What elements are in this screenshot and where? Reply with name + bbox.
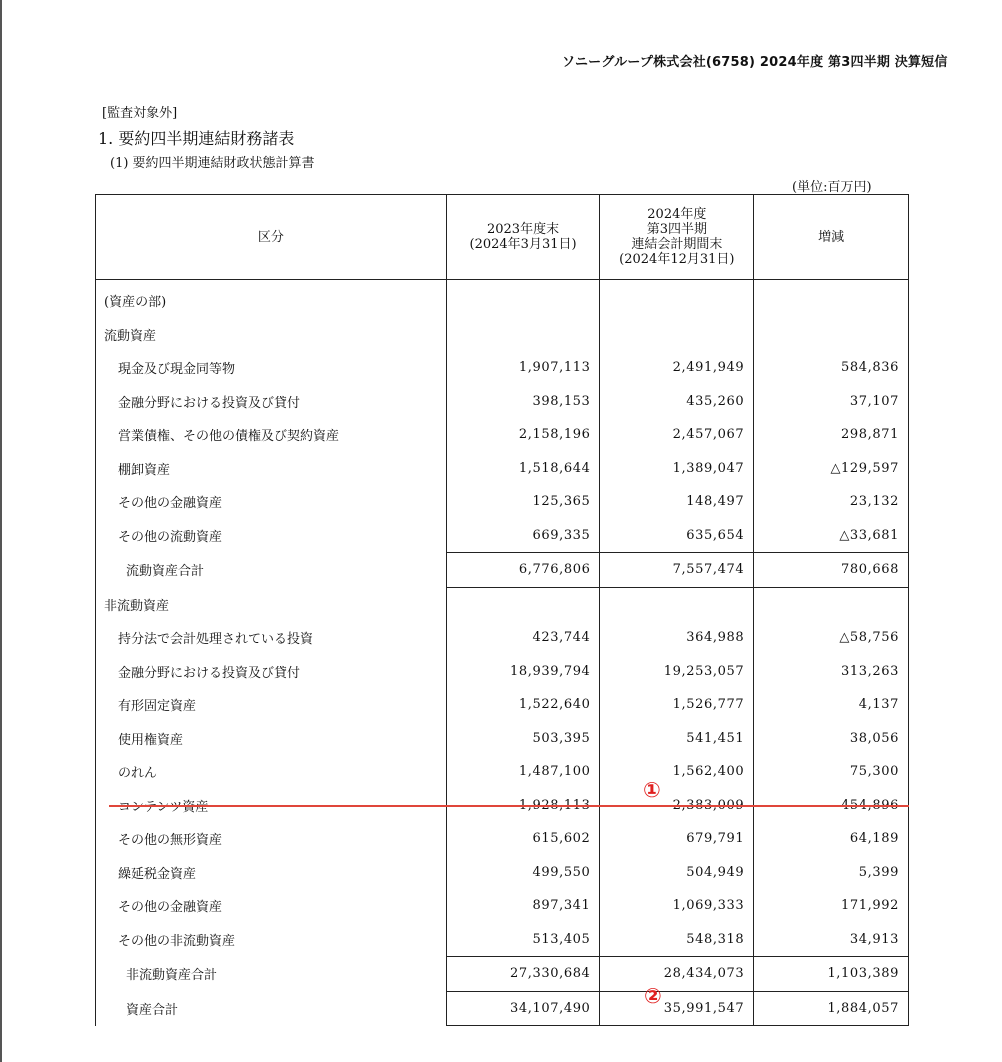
row-label: 非流動資産	[96, 587, 447, 621]
row-value-v1: 125,365	[446, 485, 600, 519]
row-value-v3: 34,913	[754, 923, 909, 957]
table-row	[96, 385, 909, 419]
row-value-v1: 513,405	[446, 923, 600, 957]
header-fy2024-line3: 連結会計期間末	[631, 237, 723, 252]
row-label: その他の金融資産	[96, 889, 447, 923]
row-value-v3: 75,300	[754, 755, 909, 789]
table-row	[96, 280, 909, 318]
row-value-v2: 148,497	[600, 485, 754, 519]
row-value-v1: 423,744	[446, 621, 600, 655]
row-value-v3: 23,132	[754, 485, 909, 519]
header-fy2024-line2: 第3四半期	[646, 222, 707, 237]
row-value-v1: 34,107,490	[446, 991, 600, 1026]
row-value-v2: 364,988	[600, 621, 754, 655]
row-value-v1: 1,518,644	[446, 452, 600, 486]
row-label: その他の流動資産	[96, 519, 447, 553]
table-body	[96, 280, 909, 1026]
annotation-mark-2: ②	[644, 984, 662, 1008]
row-value-v2: 504,949	[600, 856, 754, 890]
row-value-v1: 669,335	[446, 519, 600, 553]
table-row	[96, 418, 909, 452]
row-label: (資産の部)	[96, 280, 447, 318]
table-row	[96, 452, 909, 486]
table-row	[96, 991, 909, 1026]
table-row	[96, 519, 909, 553]
table-row	[96, 957, 909, 992]
header-fy2024-line4: (2024年12月31日)	[619, 252, 735, 267]
header-fy2023-line1: 2023年度末	[486, 222, 560, 237]
row-label: 棚卸資産	[96, 452, 447, 486]
table-header-row	[96, 195, 909, 280]
row-label: 持分法で会計処理されている投資	[96, 621, 447, 655]
row-value-v3: △33,681	[754, 519, 909, 553]
balance-sheet-table	[95, 194, 909, 1026]
row-value-v1	[446, 587, 600, 621]
table-row	[96, 856, 909, 890]
row-value-v1: 615,602	[446, 822, 600, 856]
header-fy2024-line1: 2024年度	[647, 207, 707, 222]
row-value-v3	[754, 318, 909, 352]
row-value-v1: 18,939,794	[446, 655, 600, 689]
table-row	[96, 755, 909, 789]
row-label: その他の金融資産	[96, 485, 447, 519]
row-label: その他の非流動資産	[96, 923, 447, 957]
row-value-v2: 541,451	[600, 722, 754, 756]
header-change	[754, 195, 909, 280]
row-value-v1: 897,341	[446, 889, 600, 923]
row-label: 使用権資産	[96, 722, 447, 756]
header-company-title: ソニーグループ株式会社(6758) 2024年度 第3四半期 決算短信	[562, 55, 948, 70]
row-value-v2: 635,654	[600, 519, 754, 553]
row-label: 流動資産合計	[96, 553, 447, 588]
table-row	[96, 351, 909, 385]
row-value-v1: 503,395	[446, 722, 600, 756]
row-value-v1: 1,928,113	[446, 789, 600, 823]
row-value-v2: 7,557,474	[600, 553, 754, 588]
row-value-v2: 1,526,777	[600, 688, 754, 722]
row-value-v3: 4,137	[754, 688, 909, 722]
row-label: 有形固定資産	[96, 688, 447, 722]
table-row	[96, 822, 909, 856]
table-row	[96, 655, 909, 689]
row-value-v2	[600, 587, 754, 621]
table-row	[96, 553, 909, 588]
row-label: 非流動資産合計	[96, 957, 447, 992]
row-value-v1: 1,487,100	[446, 755, 600, 789]
row-value-v3: 1,884,057	[754, 991, 909, 1026]
header-category-label: 区分	[257, 229, 284, 245]
row-value-v3: 780,668	[754, 553, 909, 588]
row-value-v3: △129,597	[754, 452, 909, 486]
row-label: 営業債権、その他の債権及び契約資産	[96, 418, 447, 452]
row-label: 現金及び現金同等物	[96, 351, 447, 385]
row-value-v3: 5,399	[754, 856, 909, 890]
row-label: 繰延税金資産	[96, 856, 447, 890]
table-row	[96, 722, 909, 756]
header-fy2023-line2: (2024年3月31日)	[469, 237, 577, 252]
row-value-v1: 1,522,640	[446, 688, 600, 722]
row-value-v3: 584,836	[754, 351, 909, 385]
row-value-v2	[600, 318, 754, 352]
row-label: 金融分野における投資及び貸付	[96, 385, 447, 419]
row-value-v3: 38,056	[754, 722, 909, 756]
table-row	[96, 923, 909, 957]
row-value-v3: 298,871	[754, 418, 909, 452]
table-row	[96, 485, 909, 519]
row-value-v3: 64,189	[754, 822, 909, 856]
table-row	[96, 688, 909, 722]
row-value-v1: 499,550	[446, 856, 600, 890]
row-value-v2: 548,318	[600, 923, 754, 957]
row-value-v2: 1,562,400	[600, 755, 754, 789]
table-row	[96, 318, 909, 352]
row-value-v1: 6,776,806	[446, 553, 600, 588]
row-value-v2	[600, 280, 754, 318]
row-value-v2: 679,791	[600, 822, 754, 856]
section-subtitle: (1) 要約四半期連結財政状態計算書	[110, 156, 315, 171]
row-label: その他の無形資産	[96, 822, 447, 856]
row-value-v2: 2,491,949	[600, 351, 754, 385]
header-category	[96, 195, 447, 280]
row-value-v3: △58,756	[754, 621, 909, 655]
row-value-v3	[754, 587, 909, 621]
row-value-v2: 35,991,547	[600, 991, 754, 1026]
row-label: 流動資産	[96, 318, 447, 352]
unit-label: (単位:百万円)	[792, 180, 872, 195]
row-value-v1	[446, 280, 600, 318]
row-value-v1: 1,907,113	[446, 351, 600, 385]
row-value-v2: 19,253,057	[600, 655, 754, 689]
annotation-mark-1: ①	[643, 778, 661, 802]
row-label: のれん	[96, 755, 447, 789]
row-value-v2: 28,434,073	[600, 957, 754, 992]
row-label: コンテンツ資産	[96, 789, 447, 823]
row-value-v1	[446, 318, 600, 352]
row-value-v2: 435,260	[600, 385, 754, 419]
row-value-v3: 313,263	[754, 655, 909, 689]
row-value-v3: 171,992	[754, 889, 909, 923]
row-value-v2: 2,457,067	[600, 418, 754, 452]
row-value-v2: 1,389,047	[600, 452, 754, 486]
row-value-v2: 1,069,333	[600, 889, 754, 923]
row-value-v3: 37,107	[754, 385, 909, 419]
highlight-underline	[109, 805, 909, 807]
header-fy2023	[446, 195, 600, 280]
row-value-v3: 454,896	[754, 789, 909, 823]
row-label: 金融分野における投資及び貸付	[96, 655, 447, 689]
row-label: 資産合計	[96, 991, 447, 1026]
section-title: 1. 要約四半期連結財務諸表	[98, 129, 295, 148]
row-value-v1: 2,158,196	[446, 418, 600, 452]
row-value-v3	[754, 280, 909, 318]
table-row	[96, 889, 909, 923]
row-value-v2: 2,383,009	[600, 789, 754, 823]
row-value-v3: 1,103,389	[754, 957, 909, 992]
header-fy2024-q3	[600, 195, 754, 280]
row-value-v1: 398,153	[446, 385, 600, 419]
row-value-v1: 27,330,684	[446, 957, 600, 992]
table-row	[96, 587, 909, 621]
header-change-label: 増減	[818, 229, 845, 245]
table-row	[96, 621, 909, 655]
audit-note: [監査対象外]	[102, 106, 178, 121]
